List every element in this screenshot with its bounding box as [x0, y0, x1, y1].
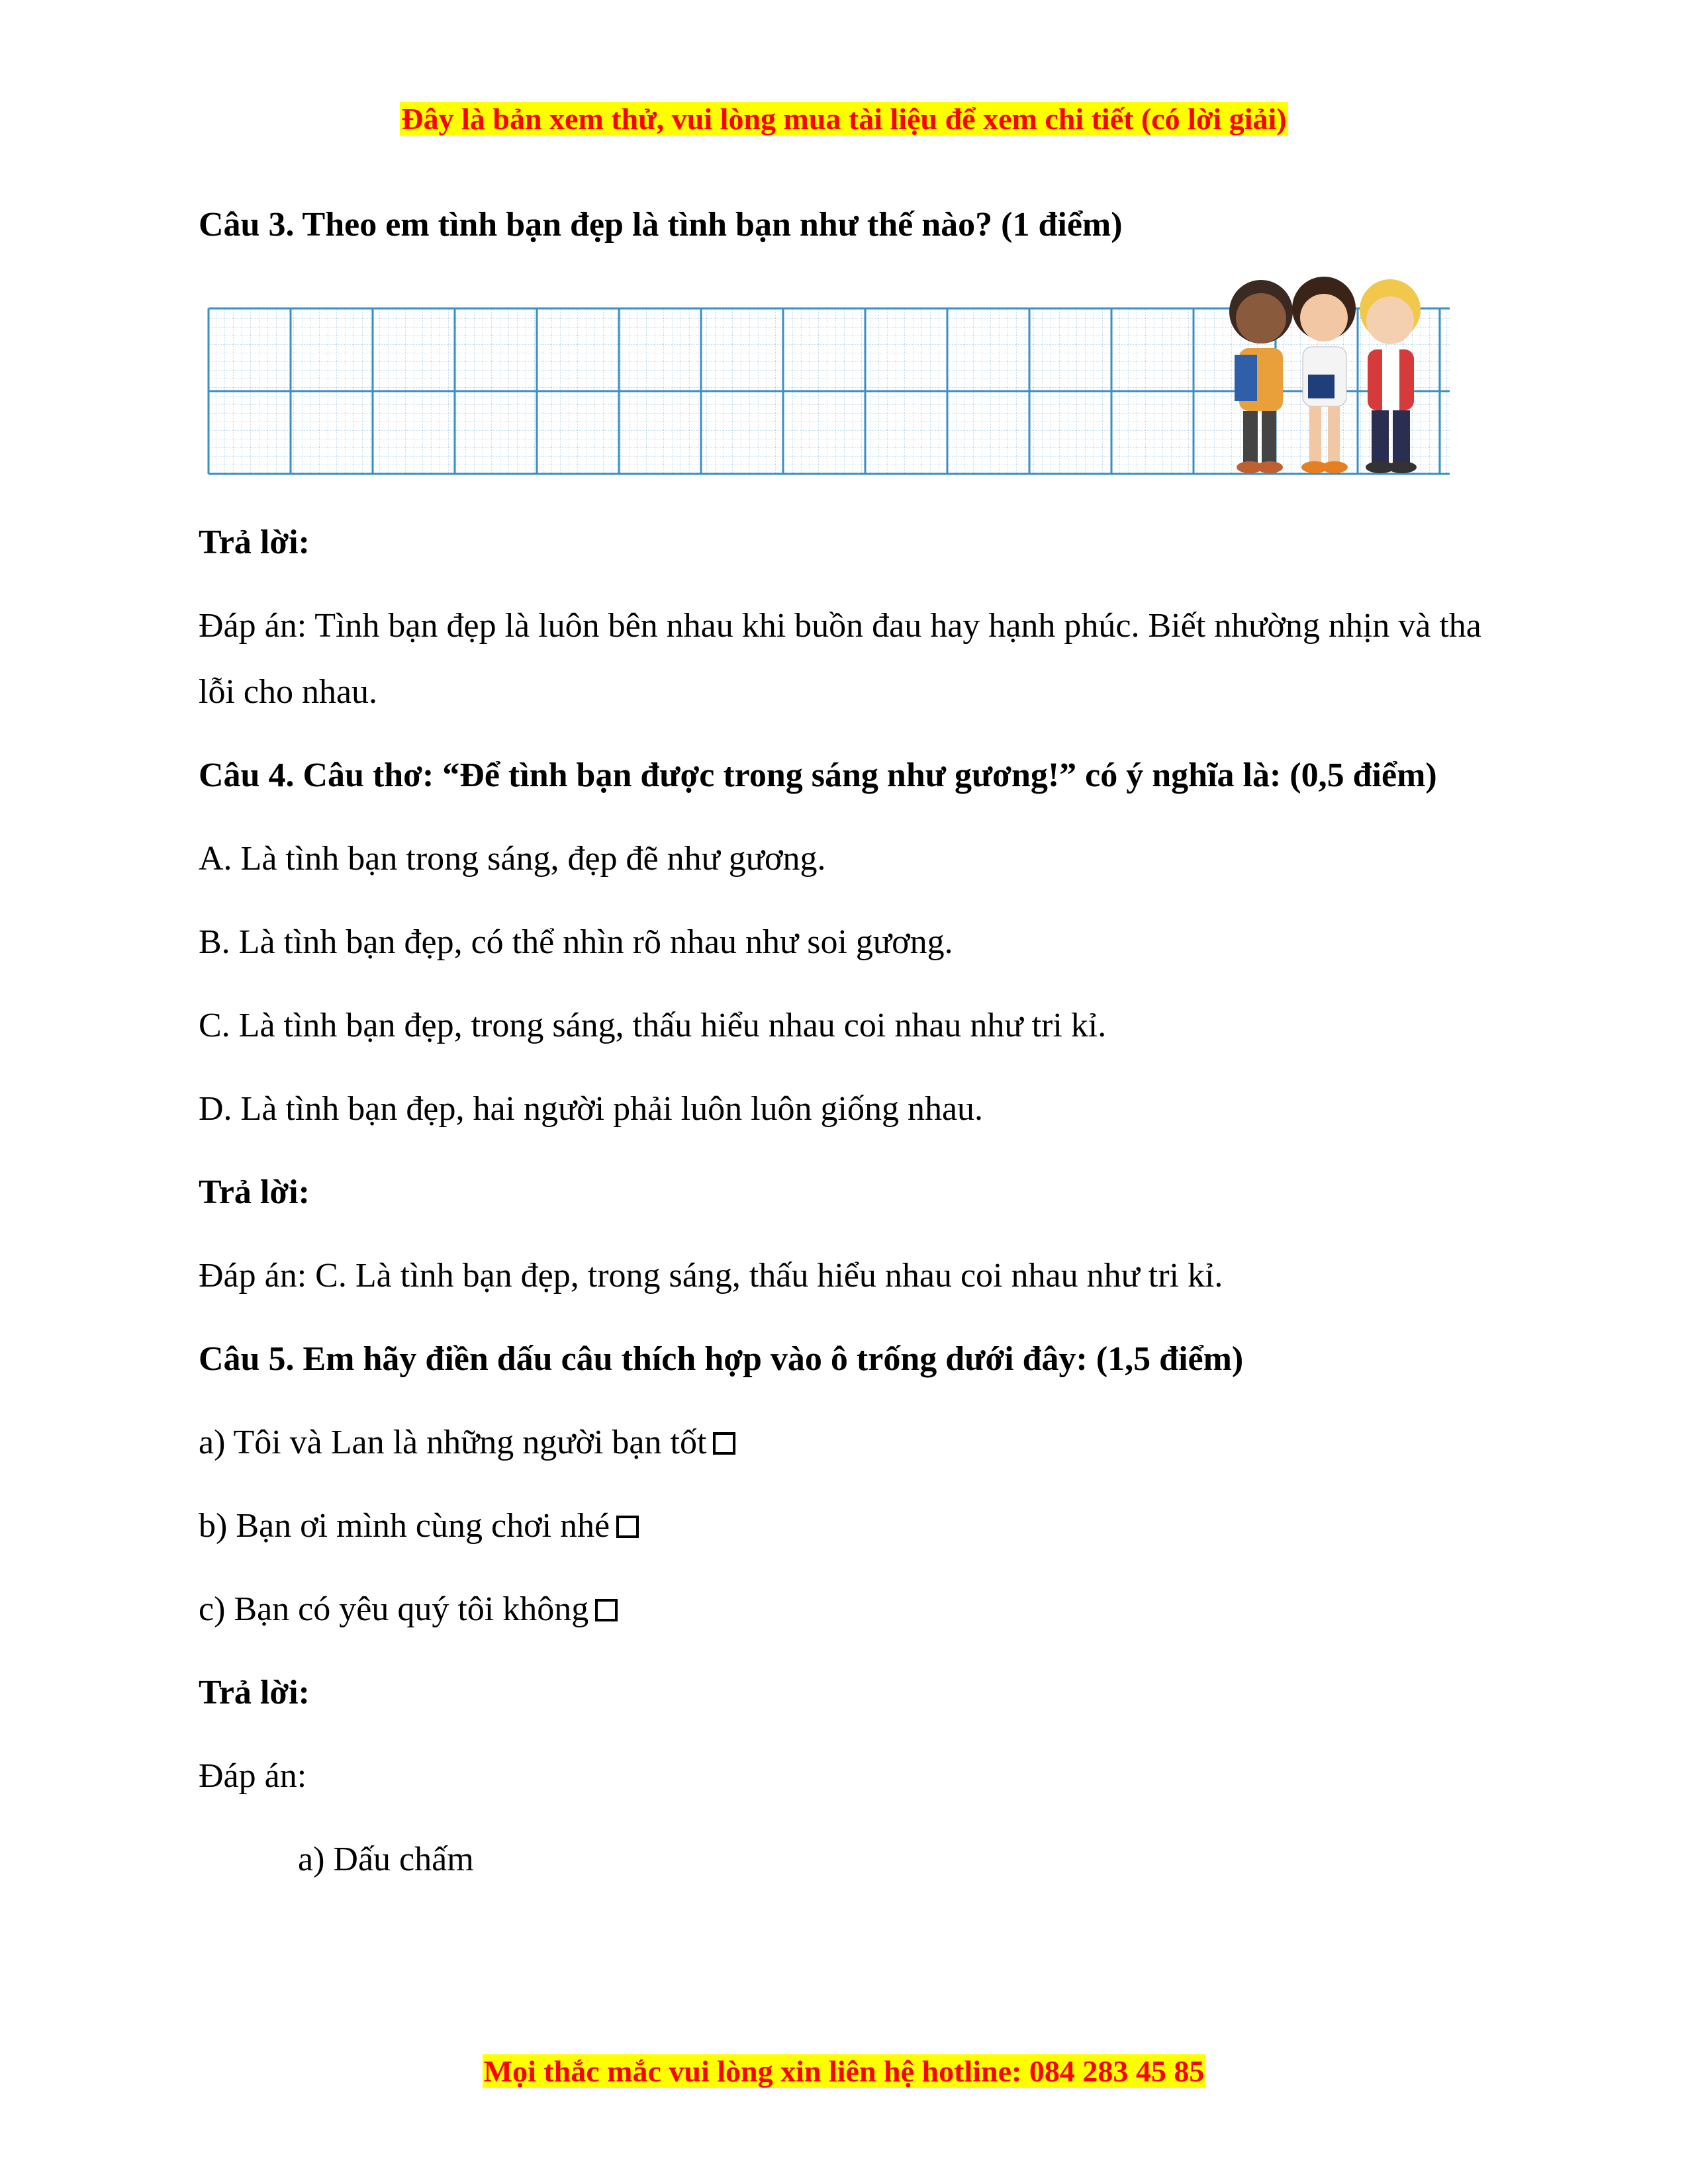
question-3-title: Câu 3. Theo em tình bạn đẹp là tình bạn như thế nào? (1 điểm) [199, 206, 1123, 244]
question-5-answer-a: a) Dấu chấm [298, 1841, 474, 1878]
question-5-item-c [199, 1576, 1496, 1643]
hotline-notice-text: Mọi thắc mắc vui lòng xin liên hệ hotline: 084 283 45 85 [483, 2054, 1205, 2088]
document-body [199, 192, 1496, 1910]
question-5-title: Câu 5. Em hãy điền dấu câu thích hợp vào ô trống dưới đây: (1,5 điểm) [199, 1340, 1244, 1378]
question-5-answer-label: Trả lời: [199, 1674, 310, 1711]
grid-paper-illustration [199, 275, 1450, 480]
question-4-title: Câu 4. Câu thơ: “Để tình bạn được trong sáng như gương!” có ý nghĩa là: (0,5 điểm) [199, 756, 1437, 794]
grid-with-kids-image [199, 275, 1450, 480]
question-3-answer: Đáp án: Tình bạn đẹp là luôn bên nhau khi buồn đau hay hạnh phúc. Biết nhường nhịn và tha lỗi cho nhau. [199, 607, 1481, 711]
question-4-answer: Đáp án: C. Là tình bạn đẹp, trong sáng, thấu hiểu nhau coi nhau như tri kỉ. [199, 1257, 1223, 1295]
question-3-answer-label: Trả lời: [199, 523, 310, 561]
question-5-item-a-text: a) Tôi và Lan là những người bạn tốt [199, 1424, 707, 1461]
blank-box[interactable] [616, 1516, 639, 1538]
hotline-notice [0, 2052, 1688, 2091]
question-5-item-a [199, 1410, 1496, 1476]
preview-notice-text: Đây là bản xem thử, vui lòng mua tài liệu để xem chi tiết (có lời giải) [401, 102, 1287, 136]
question-4-option-a: A. Là tình bạn trong sáng, đẹp đẽ như gương. [199, 840, 826, 878]
question-4-option-c: C. Là tình bạn đẹp, trong sáng, thấu hiểu nhau coi nhau như tri kỉ. [199, 1007, 1107, 1044]
question-4-option-d: D. Là tình bạn đẹp, hai người phải luôn luôn giống nhau. [199, 1090, 984, 1128]
preview-notice [0, 99, 1688, 139]
question-4-answer-label: Trả lời: [199, 1173, 310, 1211]
question-5-answer-intro: Đáp án: [199, 1757, 307, 1795]
question-5-item-b-text: b) Bạn ơi mình cùng chơi nhé [199, 1507, 610, 1545]
question-5-item-b [199, 1493, 1496, 1559]
blank-box[interactable] [713, 1432, 735, 1455]
blank-box[interactable] [595, 1599, 618, 1621]
question-4-option-b: B. Là tình bạn đẹp, có thể nhìn rõ nhau như soi gương. [199, 923, 953, 961]
question-5-item-c-text: c) Bạn có yêu quý tôi không [199, 1590, 589, 1628]
